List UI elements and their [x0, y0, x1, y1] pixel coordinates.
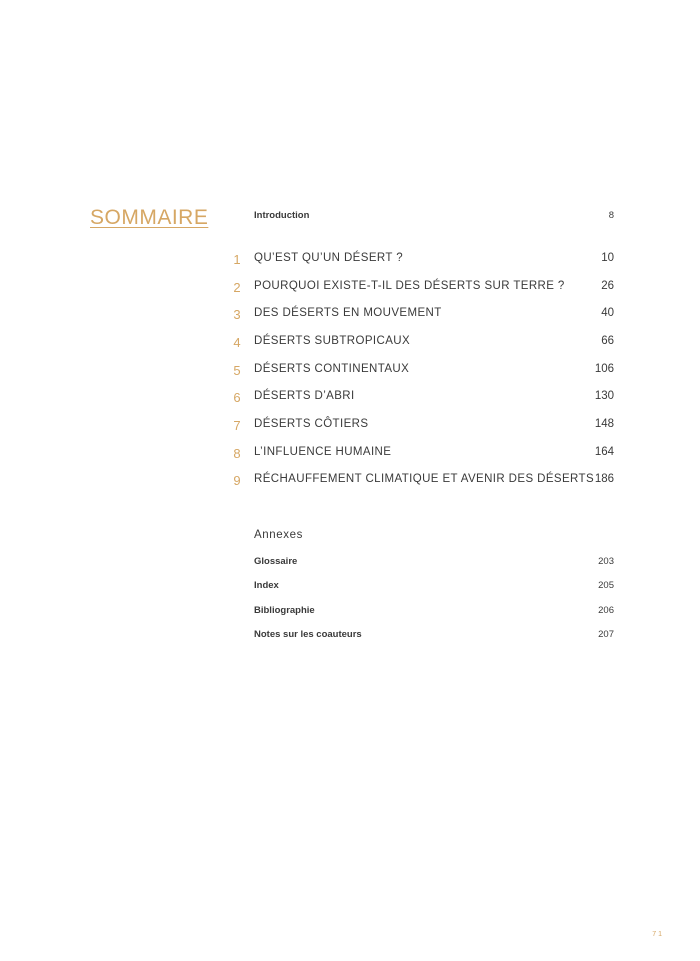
- toc-annex-item[interactable]: [230, 605, 614, 625]
- chapter-label: DÉSERTS CÔTIERS: [254, 418, 369, 430]
- chapter-label: L’INFLUENCE HUMAINE: [254, 446, 392, 458]
- toc-chapter[interactable]: [230, 363, 614, 383]
- chapter-number: 3: [233, 307, 241, 322]
- toc-intro[interactable]: [230, 210, 614, 230]
- annex-page: 203: [598, 556, 614, 567]
- chapter-page: 130: [594, 390, 614, 402]
- toc-chapter[interactable]: [230, 390, 614, 410]
- annex-page: 205: [598, 580, 614, 591]
- chapter-page: 164: [594, 446, 614, 458]
- toc-annex-item[interactable]: [230, 629, 614, 649]
- chapter-label: RÉCHAUFFEMENT CLIMATIQUE ET AVENIR DES DÉSERTS: [254, 473, 595, 485]
- annex-page: 207: [598, 629, 614, 640]
- toc-chapter[interactable]: [230, 307, 614, 327]
- chapter-page: 66: [601, 335, 614, 347]
- toc-chapter[interactable]: [230, 335, 614, 355]
- chapter-number: 5: [233, 363, 241, 378]
- chapter-number: 6: [233, 390, 241, 405]
- page-folio: 7 1: [652, 931, 662, 938]
- chapter-label: DÉSERTS CONTINENTAUX: [254, 363, 410, 375]
- chapter-label: DES DÉSERTS EN MOUVEMENT: [254, 307, 442, 319]
- toc-chapter[interactable]: [230, 280, 614, 300]
- chapter-number: 4: [233, 335, 241, 350]
- toc-chapter[interactable]: [230, 418, 614, 438]
- chapter-label: DÉSERTS SUBTROPICAUX: [254, 335, 411, 347]
- chapter-page: 10: [601, 252, 614, 264]
- chapter-number: 1: [233, 252, 241, 267]
- annex-label: Index: [254, 580, 279, 591]
- toc-annex-item[interactable]: [230, 556, 614, 576]
- chapter-page: 40: [601, 307, 614, 319]
- toc-intro-page: 8: [608, 210, 614, 221]
- chapter-page: 26: [601, 280, 614, 292]
- toc-annex-item[interactable]: [230, 580, 614, 600]
- page-title: SOMMAIRE: [90, 206, 209, 229]
- chapter-number: 8: [233, 446, 241, 461]
- chapter-number: 2: [233, 280, 241, 295]
- annex-page: 206: [598, 605, 614, 616]
- annexes-heading: Annexes: [254, 529, 303, 541]
- chapter-number: 7: [233, 418, 241, 433]
- toc-chapter[interactable]: [230, 473, 614, 493]
- annex-label: Bibliographie: [254, 605, 315, 616]
- chapter-page: 186: [594, 473, 614, 485]
- chapter-page: 106: [594, 363, 614, 375]
- annex-label: Notes sur les coauteurs: [254, 629, 362, 640]
- chapter-label: QU’EST QU’UN DÉSERT ?: [254, 252, 403, 264]
- chapter-page: 148: [594, 418, 614, 430]
- toc-chapter[interactable]: [230, 446, 614, 466]
- chapter-label: POURQUOI EXISTE-T-IL DES DÉSERTS SUR TERRE ?: [254, 280, 565, 292]
- chapter-number: 9: [233, 473, 241, 488]
- toc-chapter[interactable]: [230, 252, 614, 272]
- chapter-label: DÉSERTS D’ABRI: [254, 390, 355, 402]
- annex-label: Glossaire: [254, 556, 298, 567]
- toc-intro-label: Introduction: [254, 210, 310, 221]
